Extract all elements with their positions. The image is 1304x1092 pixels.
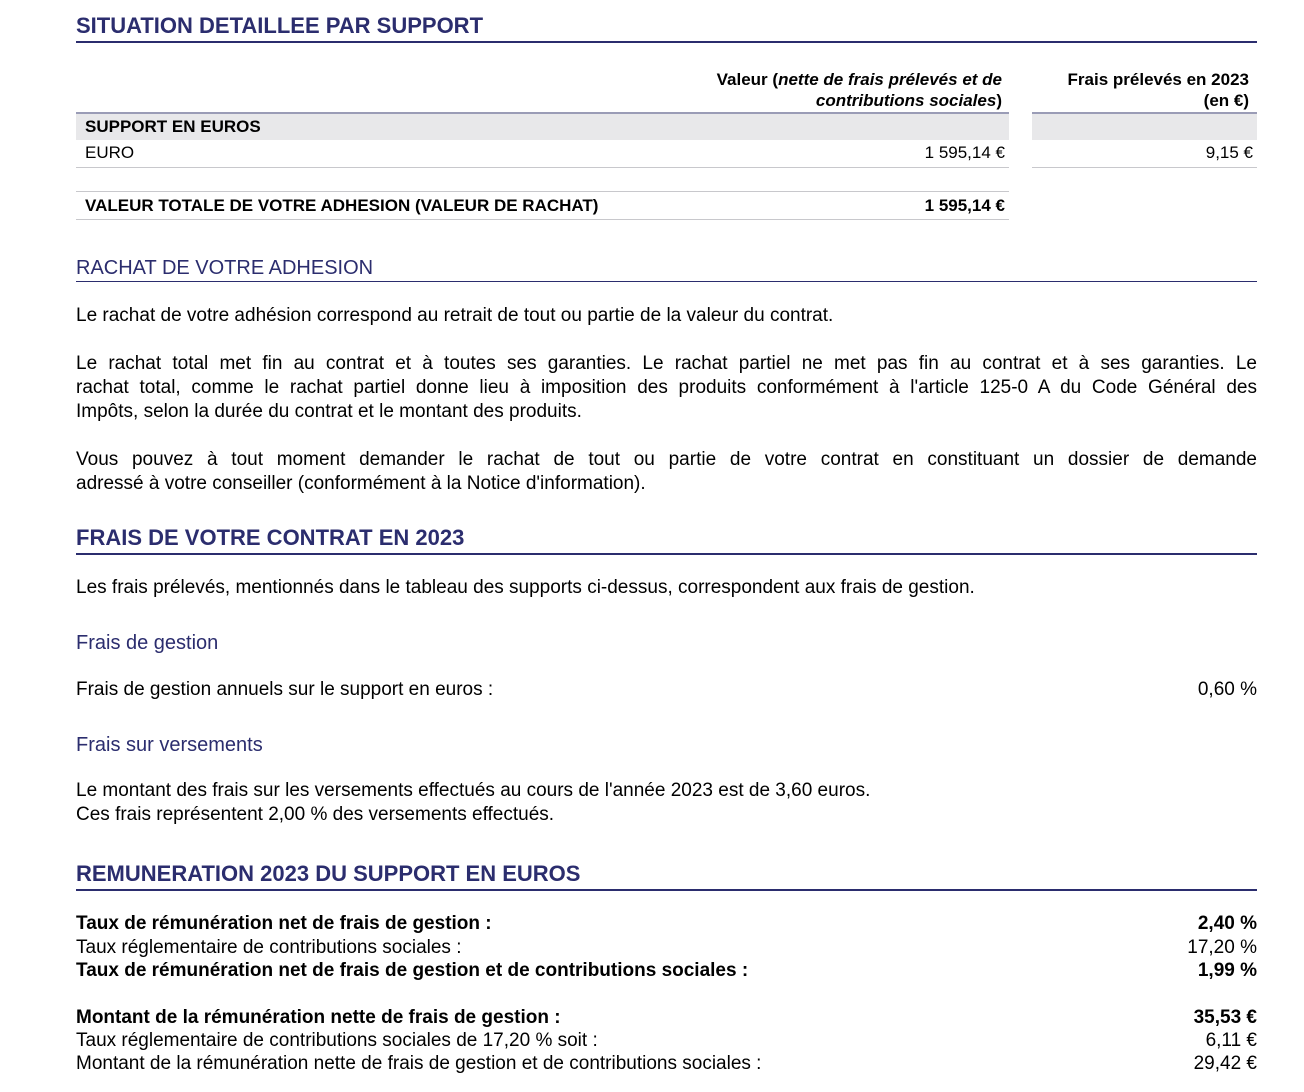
total-label: VALEUR TOTALE DE VOTRE ADHESION (VALEUR DE RACHAT)	[85, 196, 599, 215]
row-divider	[76, 167, 1009, 168]
total-bottom-divider	[76, 219, 1009, 220]
section-title-frais: FRAIS DE VOTRE CONTRAT EN 2023	[76, 525, 1257, 555]
section-title-situation: SITUATION DETAILLEE PAR SUPPORT	[76, 13, 1257, 43]
row-divider-fees	[1032, 167, 1257, 168]
row-value-euro: 1 595,14 €	[924, 143, 1005, 162]
frais-versements-title: Frais sur versements	[76, 734, 263, 756]
row-fees-euro: 9,15 €	[1205, 143, 1253, 162]
rachat-paragraph-3: Vous pouvez à tout moment demander le rachat de tout ou partie de votre contrat en constituant un dossier de demande adressé à votre conseiller (conformément à la Notice d'information).	[76, 449, 1257, 494]
support-band-fees	[1032, 112, 1257, 140]
value-column-header: Valeur (nette de frais prélevés et de contributions sociales)	[716, 70, 1002, 110]
rachat-paragraph-2: Le rachat total met fin au contrat et à toutes ses garanties. Le rachat partiel ne met pas fin au contrat et à ses garanties. Le rachat total, comme le rachat partiel donne lieu à imposition des produits conformément à l'article 125-0 A du Code Général des Impôts, selon la durée du contrat et le montant des produits.	[76, 353, 1257, 422]
total-value: 1 595,14 €	[924, 196, 1005, 215]
section-title-rachat: RACHAT DE VOTRE ADHESION	[76, 256, 1257, 282]
rachat-paragraph-1: Le rachat de votre adhésion correspond au retrait de tout ou partie de la valeur du contrat.	[76, 305, 834, 326]
frais-gestion-title: Frais de gestion	[76, 632, 219, 654]
frais-intro: Les frais prélevés, mentionnés dans le tableau des supports ci-dessus, correspondent aux frais de gestion.	[76, 577, 975, 598]
section-title-remuneration: REMUNERATION 2023 DU SUPPORT EN EUROS	[76, 861, 1257, 891]
band-label: SUPPORT EN EUROS	[85, 117, 261, 136]
row-label-euro: EURO	[85, 143, 135, 162]
support-band	[76, 112, 1009, 140]
frais-versements-text: Le montant des frais sur les versements effectués au cours de l'année 2023 est de 3,60 euros. Ces frais représentent 2,00 % des versements effectués.	[76, 780, 871, 825]
total-top-divider	[76, 191, 1009, 192]
fees-column-header: Frais prélevés en 2023 (en €)	[1067, 70, 1249, 110]
